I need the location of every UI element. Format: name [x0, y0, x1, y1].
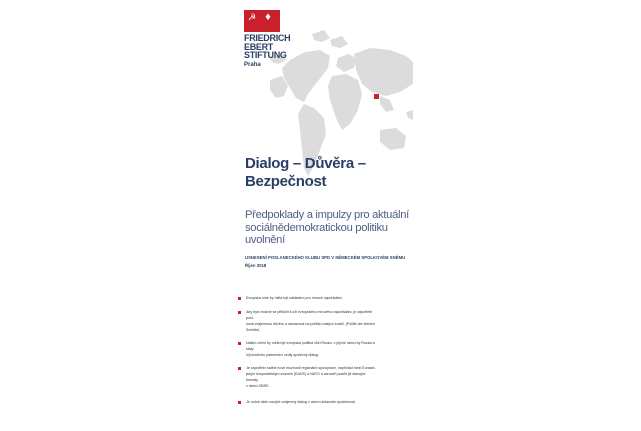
- title-line: Dialog – Důvěra –: [245, 155, 366, 172]
- bullet-marker: [238, 401, 241, 404]
- list-item-text: [246, 365, 378, 389]
- list-item-text: [246, 399, 378, 405]
- logo-glyph-icon: ♦: [264, 13, 273, 23]
- list-item-line: Schritte).: [246, 328, 261, 332]
- bullet-marker: [238, 297, 241, 300]
- list-item-line: Aby bylo možné se přiblížit k cíli evropského mírového uspořádání, je zapotřebí posí-: [246, 310, 373, 320]
- bullet-marker: [238, 311, 241, 314]
- document-title: [245, 155, 405, 191]
- bullet-marker: [238, 342, 241, 345]
- logo-red-banner: [244, 10, 280, 32]
- list-item-line: Je nutné dále rozvíjet vzájemný dialog v rámci občanské společnosti.: [246, 400, 356, 404]
- logo-city: Praha: [244, 61, 261, 68]
- logo-line: EBERT: [244, 41, 274, 52]
- logo-glyph-icon: ☭: [248, 13, 257, 23]
- fes-logo: [244, 10, 290, 68]
- location-marker: [374, 94, 379, 99]
- logo-wordmark: [244, 34, 290, 60]
- list-item-text: [246, 340, 378, 358]
- list-item-text: [246, 295, 378, 301]
- list-item-line: jským hospodářským svazem (EAHS) a NATO a zároveň posílit již stávající formáty: [246, 372, 366, 382]
- list-item-line: lovat vzájemnou důvěru a navazovat na politiku malých kroků. (Politik der kleinen: [246, 322, 376, 326]
- list-item-line: Je zapotřebí nalézt nové možnosti regionální spolupráce, například mezi Eurasie-: [246, 366, 376, 370]
- subtitle-line: Předpoklady a impulzy pro aktuální: [245, 209, 409, 221]
- document-subtitle: [245, 209, 410, 247]
- document-cover: [230, 0, 413, 431]
- list-item-line: Východního partnerství vedly společný dialog.: [246, 353, 320, 357]
- subtitle-line: sociálnědemokratickou politiku uvolnění: [245, 221, 388, 246]
- logo-line: FRIEDRICH: [244, 33, 291, 43]
- title-line: Bezpečnost: [245, 173, 327, 190]
- resolution-label: USNESENÍ POSLANECKÉHO KLUBU SPD V NĚMECKÉM SPOLKOVÉM SNĚMU: [245, 255, 406, 260]
- list-item-line: v rámci OBSE.: [246, 384, 270, 388]
- list-item-line: Naším cílem by měla být evropská politika vůči Rusku, v jejímž rámci by Ruska a státy: [246, 341, 375, 351]
- list-item-text: [246, 309, 378, 333]
- date-label: Říjen 2018: [245, 263, 267, 268]
- logo-line: STIFTUNG: [244, 50, 287, 60]
- bullet-marker: [238, 367, 241, 370]
- list-item-line: Evropská unie by měla být základem pro mírové uspořádání.: [246, 296, 343, 300]
